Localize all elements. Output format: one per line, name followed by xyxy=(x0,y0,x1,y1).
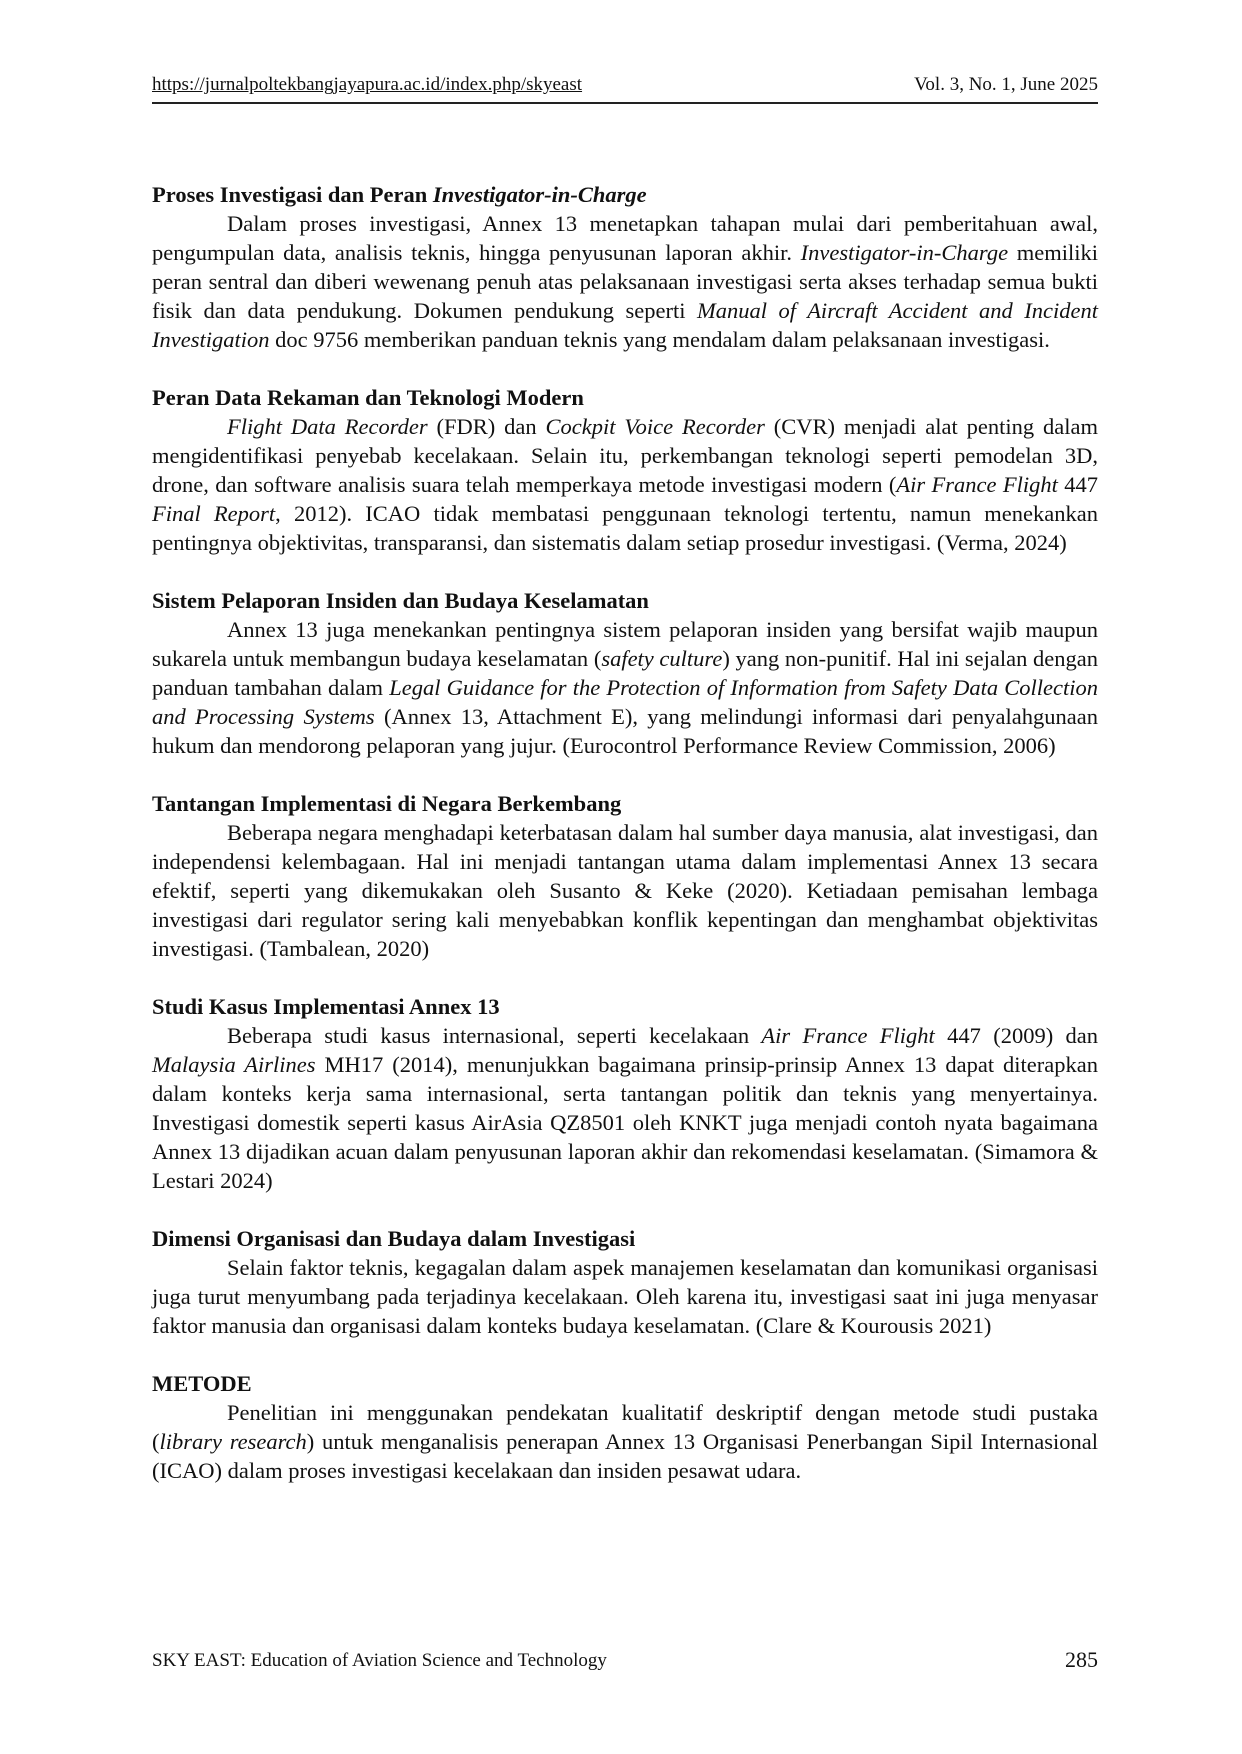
text-run: Beberapa negara menghadapi keterbatasan dalam hal sumber daya manusia, alat investigasi, dan independensi kelembagaan. Hal ini menjadi tantangan utama dalam implementasi Annex 13 secara efektif, seperti yang dikemukakan oleh Susanto & Keke (2020). Ketiadaan pemisahan lembaga investigasi dari regulator sering kali menyebabkan konflik kepentingan dan menghambat objektivitas investigasi. (Tambalean, 2020) xyxy=(152,820,1098,961)
text-run: MH17 (2014), menunjukkan bagaimana prinsip-prinsip Annex 13 dapat diterapkan dalam konteks kerja sama internasional, serta tantangan politik dan teknis yang menyertainya. Investigasi domestik seperti kasus AirAsia QZ8501 oleh KNKT juga menjadi contoh nyata bagaimana Annex 13 dijadikan acuan dalam penyusunan laporan akhir dan rekomendasi keselamatan. (Simamora & Lestari 2024) xyxy=(152,1052,1099,1193)
journal-url-link[interactable]: https://jurnalpoltekbangjayapura.ac.id/index.php/skyeast xyxy=(152,74,583,95)
italic-run: Legal Guidance for the Protection of Information from Safety Data Collection and Processing Systems xyxy=(152,675,1098,729)
section-paragraph xyxy=(152,412,1098,557)
section-heading xyxy=(152,180,1098,209)
section xyxy=(152,383,1098,557)
section xyxy=(152,1224,1098,1340)
text-run: Dalam proses investigasi, Annex 13 menetapkan tahapan mulai dari pemberitahuan awal, pengumpulan data, analisis teknis, hingga penyusunan laporan akhir. xyxy=(152,211,1098,265)
section xyxy=(152,586,1098,760)
text-run: (Annex 13, Attachment E), yang melindungi informasi dari penyalahgunaan hukum dan mendorong pelaporan yang jujur. (Eurocontrol Performance Review Commission, 2006) xyxy=(152,704,1099,758)
page-header xyxy=(152,74,1098,104)
section-heading-text: Peran Data Rekaman dan Teknologi Modern xyxy=(152,385,584,410)
text-run: Penelitian ini menggunakan pendekatan kualitatif deskriptif dengan metode studi pustaka ( xyxy=(152,1400,1098,1454)
section-heading xyxy=(152,1224,1098,1253)
section-heading xyxy=(152,1369,1098,1398)
section xyxy=(152,180,1098,354)
section-heading xyxy=(152,383,1098,412)
section-paragraph xyxy=(152,818,1098,963)
section xyxy=(152,992,1098,1195)
section-heading xyxy=(152,586,1098,615)
text-run: (CVR) menjadi alat penting dalam mengidentifikasi penyebab kecelakaan. Selain itu, perkembangan teknologi seperti pemodelan 3D, drone, dan software analisis suara telah memperkaya metode investigasi modern ( xyxy=(152,414,1098,497)
italic-run: library research xyxy=(159,1429,307,1454)
italic-run: Investigator-in-Charge xyxy=(800,240,1009,265)
text-run: memiliki peran sentral dan diberi wewenang penuh atas pelaksanaan investigasi serta akses terhadap semua bukti fisik dan data pendukung. Dokumen pendukung seperti xyxy=(152,240,1098,323)
italic-run: safety culture xyxy=(601,646,723,671)
text-run: Selain faktor teknis, kegagalan dalam aspek manajemen keselamatan dan komunikasi organisasi juga turut menyumbang pada terjadinya kecelakaan. Oleh karena itu, investigasi saat ini juga menyasar faktor manusia dan organisasi dalam konteks budaya keselamatan. (Clare & Kourousis 2021) xyxy=(152,1255,1098,1338)
italic-run: Air France Flight xyxy=(896,472,1058,497)
volume-info: Vol. 3, No. 1, June 2025 xyxy=(914,74,1098,95)
section-heading-text: Sistem Pelaporan Insiden dan Budaya Keselamatan xyxy=(152,588,649,613)
italic-run: Cockpit Voice Recorder xyxy=(545,414,765,439)
text-run: ) yang non-punitif. Hal ini sejalan dengan panduan tambahan dalam xyxy=(152,646,1098,700)
section-paragraph xyxy=(152,1021,1098,1195)
italic-run: Manual of Aircraft Accident and Incident Investigation xyxy=(152,298,1098,352)
section-heading-text: Proses Investigasi dan Peran xyxy=(152,182,433,207)
text-run: 447 xyxy=(1057,472,1098,497)
italic-run: Air France Flight xyxy=(761,1023,935,1048)
text-run: , 2012). ICAO tidak membatasi penggunaan teknologi tertentu, namun menekankan pentingnya objektivitas, transparansi, dan sistematis dalam setiap prosedur investigasi. (Verma, 2024) xyxy=(152,501,1098,555)
text-run: ) untuk menganalisis penerapan Annex 13 Organisasi Penerbangan Sipil Internasional (ICAO) dalam proses investigasi kecelakaan dan insiden pesawat udara. xyxy=(152,1429,1098,1483)
section xyxy=(152,1369,1098,1485)
section-paragraph xyxy=(152,1398,1098,1485)
section-heading-text: Dimensi Organisasi dan Budaya dalam Investigasi xyxy=(152,1226,636,1251)
section-heading xyxy=(152,992,1098,1021)
text-run: 447 (2009) dan xyxy=(934,1023,1098,1048)
section-paragraph xyxy=(152,1253,1098,1340)
section-paragraph xyxy=(152,615,1098,760)
italic-run: Malaysia Airlines xyxy=(152,1052,316,1077)
text-run: (FDR) dan xyxy=(427,414,546,439)
text-run: Annex 13 juga menekankan pentingnya sistem pelaporan insiden yang bersifat wajib maupun sukarela untuk membangun budaya keselamatan ( xyxy=(152,617,1098,671)
section-paragraph xyxy=(152,209,1098,354)
text-run: Beberapa studi kasus internasional, seperti kecelakaan xyxy=(227,1023,762,1048)
section-heading-text: Studi Kasus Implementasi Annex 13 xyxy=(152,994,500,1019)
section-heading-text: Tantangan Implementasi di Negara Berkembang xyxy=(152,791,622,816)
section-heading-text: METODE xyxy=(152,1371,252,1396)
italic-run: Final Report xyxy=(152,501,276,526)
section-heading-italic: Investigator-in-Charge xyxy=(432,182,647,207)
text-run: doc 9756 memberikan panduan teknis yang mendalam dalam pelaksanaan investigasi. xyxy=(269,327,1050,352)
page-number: 285 xyxy=(1065,1647,1098,1672)
section-heading xyxy=(152,789,1098,818)
section xyxy=(152,789,1098,963)
article-body xyxy=(152,180,1098,1514)
journal-name: SKY EAST: Education of Aviation Science and Technology xyxy=(152,1650,607,1671)
italic-run: Flight Data Recorder xyxy=(227,414,428,439)
